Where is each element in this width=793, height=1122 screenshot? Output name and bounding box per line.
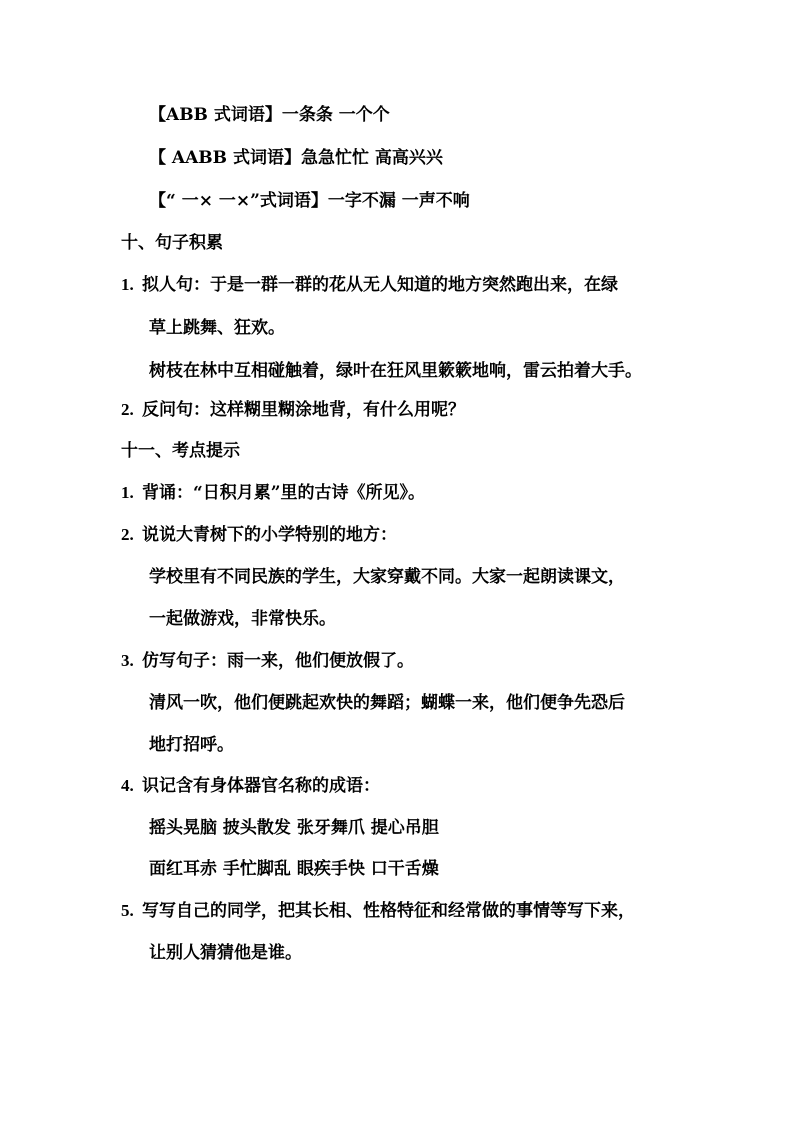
idioms-list-line: 摇头晃脑 披头散发 张牙舞爪 提心吊胆 — [149, 818, 439, 838]
aabb-words-line: 【 AABB 式词语】急急忙忙 高高兴兴 — [149, 148, 443, 168]
idioms-prompt-line: 识记含有身体器官名称的成语： — [142, 776, 380, 796]
recite-poem-line: 背诵：“日积月累”里的古诗《所见》。 — [142, 483, 426, 503]
personification-example: 树枝在林中互相碰触着，绿叶在狂风里簌簌地响，雷云拍着大手。 — [149, 361, 642, 381]
school-topic-line: 说说大青树下的小学特别的地方： — [142, 525, 397, 545]
imitation-answer-line: 地打招呼。 — [149, 735, 234, 755]
item-number: 2. — [121, 525, 134, 544]
writing-task-line: 写写自己的同学，把其长相、性格特征和经常做的事情等写下来， — [142, 901, 635, 921]
item-number: 1. — [121, 483, 134, 502]
yi-x-words-line: 【“ 一× 一×”式词语】一字不漏 一声不响 — [149, 191, 470, 211]
item-number: 4. — [121, 776, 134, 795]
school-answer-line: 一起做游戏，非常快乐。 — [149, 609, 336, 629]
item-number: 5. — [121, 901, 134, 920]
abb-words-line: 【ABB 式词语】一条条 一个个 — [149, 105, 390, 125]
school-answer-line: 学校里有不同民族的学生，大家穿戴不同。大家一起朗读课文， — [149, 567, 625, 587]
imitation-prompt-line: 仿写句子：雨一来，他们便放假了。 — [142, 651, 414, 671]
writing-task-line: 让别人猜猜他是谁。 — [149, 943, 302, 963]
section-heading-key-points: 十一、考点提示 — [121, 441, 240, 461]
imitation-answer-line: 清风一吹，他们便跳起欢快的舞蹈；蝴蝶一来，他们便争先恐后 — [149, 693, 625, 713]
section-heading-sentences: 十、句子积累 — [121, 233, 223, 253]
rhetorical-question-sentence: 反问句：这样糊里糊涂地背，有什么用呢？ — [142, 400, 465, 420]
personification-sentence-cont: 草上跳舞、狂欢。 — [149, 318, 285, 338]
item-number: 3. — [121, 651, 134, 670]
item-number: 2. — [121, 400, 134, 419]
personification-sentence: 拟人句：于是一群一群的花从无人知道的地方突然跑出来，在绿 — [142, 275, 618, 295]
idioms-list-line: 面红耳赤 手忙脚乱 眼疾手快 口干舌燥 — [149, 859, 439, 879]
item-number: 1. — [121, 275, 134, 294]
